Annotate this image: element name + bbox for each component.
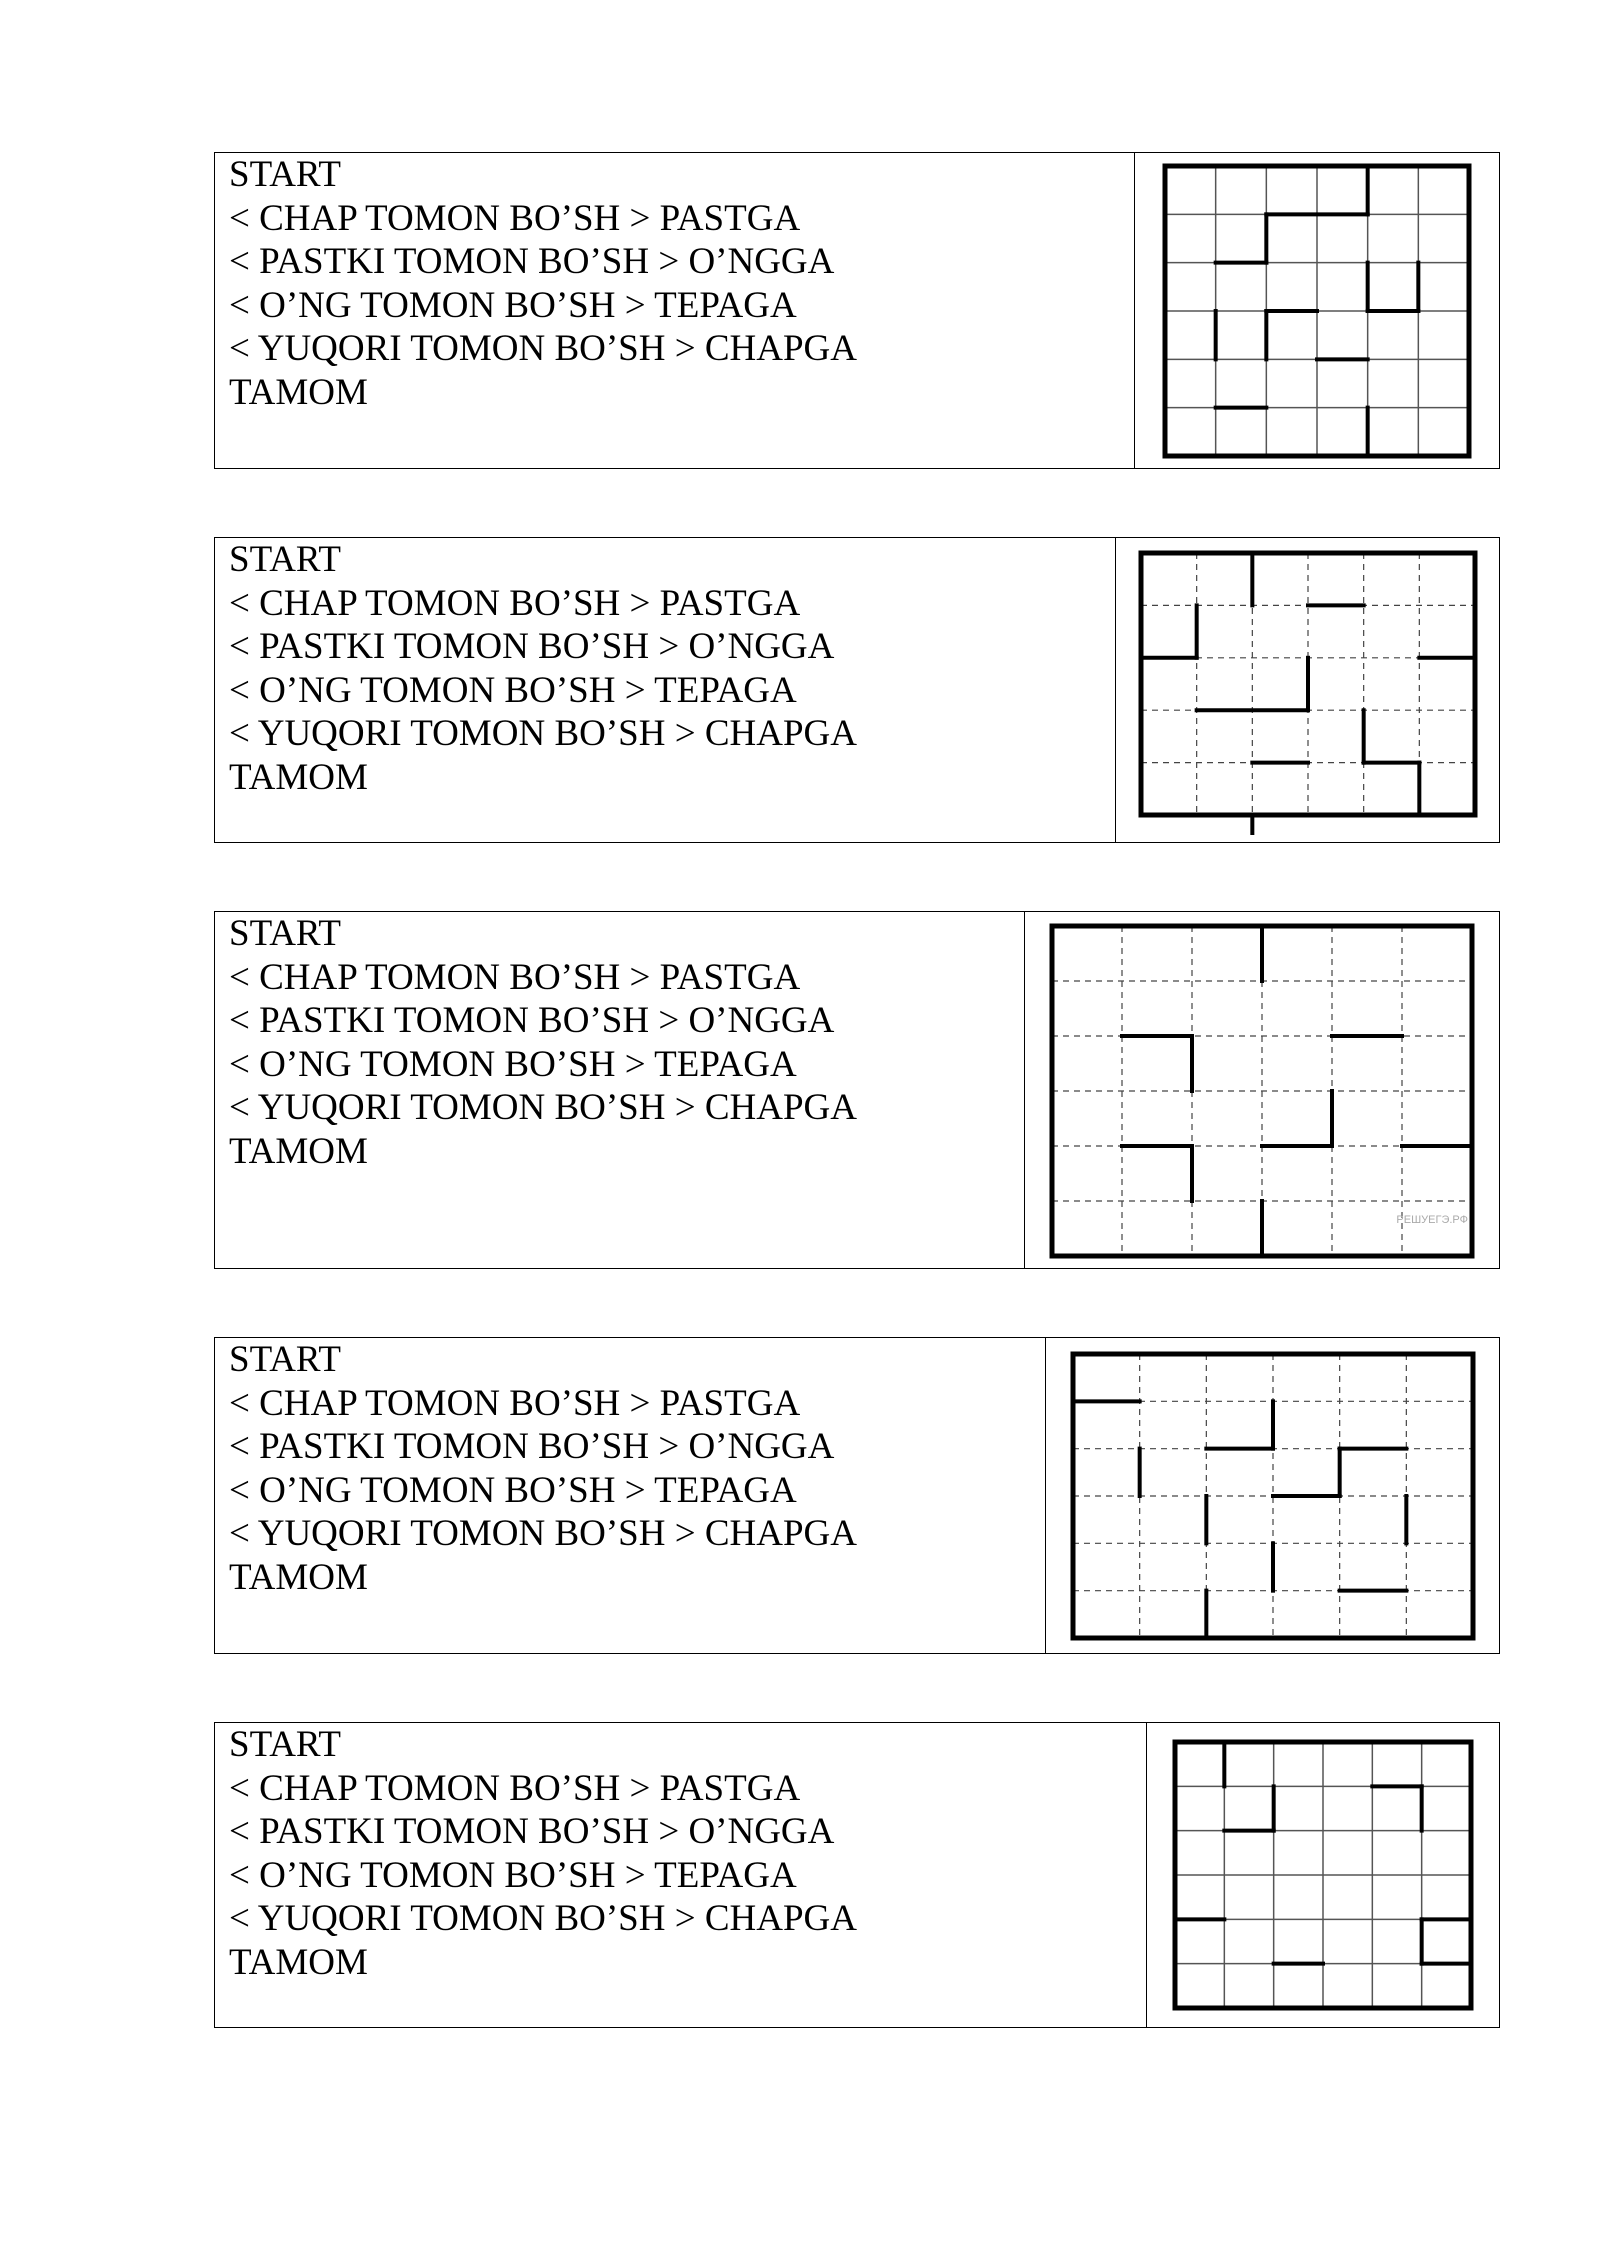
maze-image-cell [1024,912,1499,1268]
line-rule-bottom: < PASTKI TOMON BO’SH > O’NGGA [229,1811,835,1852]
line-start: START [229,913,341,954]
instruction-text [215,1338,1045,1653]
instruction-text [215,912,1024,1268]
line-rule-left: < CHAP TOMON BO’SH > PASTGA [229,1767,801,1809]
line-rule-right: < O’NG TOMON BO’SH > TEPAGA [229,669,797,711]
line-rule-top: < YUQORI TOMON BO’SH > CHAPGA [229,1898,857,1939]
line-rule-right: < O’NG TOMON BO’SH > TEPAGA [229,1043,797,1085]
line-end: TAMOM [229,1130,368,1172]
maze-grid-4 [1063,1346,1483,1646]
line-rule-top: < YUQORI TOMON BO’SH > CHAPGA [229,713,857,754]
task-card-2 [214,537,1500,843]
maze-image-cell [1045,1338,1499,1653]
maze-grid-5 [1163,1730,1483,2020]
line-rule-top: < YUQORI TOMON BO’SH > CHAPGA [229,1513,857,1554]
line-end: TAMOM [229,371,368,413]
line-end: TAMOM [229,1941,368,1983]
task-card-4 [214,1337,1500,1654]
line-rule-right: < O’NG TOMON BO’SH > TEPAGA [229,1469,797,1511]
maze-grid-2 [1133,545,1483,835]
instruction-text [215,1723,1146,2027]
line-rule-right: < O’NG TOMON BO’SH > TEPAGA [229,284,797,326]
task-card-1 [214,152,1500,469]
line-rule-left: < CHAP TOMON BO’SH > PASTGA [229,956,801,998]
line-rule-left: < CHAP TOMON BO’SH > PASTGA [229,1382,801,1424]
line-end: TAMOM [229,756,368,798]
line-start: START [229,154,341,195]
maze-image-cell [1115,538,1499,842]
line-rule-left: < CHAP TOMON BO’SH > PASTGA [229,197,801,239]
line-rule-left: < CHAP TOMON BO’SH > PASTGA [229,582,801,624]
instruction-text [215,538,1115,842]
instruction-text [215,153,1134,468]
maze-grid-3 [1042,918,1482,1262]
line-rule-bottom: < PASTKI TOMON BO’SH > O’NGGA [229,1426,835,1467]
line-rule-right: < O’NG TOMON BO’SH > TEPAGA [229,1854,797,1896]
line-rule-bottom: < PASTKI TOMON BO’SH > O’NGGA [229,241,835,282]
line-start: START [229,1724,341,1765]
line-start: START [229,539,341,580]
line-rule-top: < YUQORI TOMON BO’SH > CHAPGA [229,1087,857,1128]
maze-image-cell [1134,153,1499,468]
line-end: TAMOM [229,1556,368,1598]
task-card-5 [214,1722,1500,2028]
maze-image-cell [1146,1723,1499,2027]
task-card-3 [214,911,1500,1269]
line-rule-top: < YUQORI TOMON BO’SH > CHAPGA [229,328,857,369]
maze-grid-1 [1157,158,1477,464]
line-start: START [229,1339,341,1380]
line-rule-bottom: < PASTKI TOMON BO’SH > O’NGGA [229,1000,835,1041]
line-rule-bottom: < PASTKI TOMON BO’SH > O’NGGA [229,626,835,667]
watermark: РЕШУЕГЭ.РФ [1396,1214,1468,1226]
